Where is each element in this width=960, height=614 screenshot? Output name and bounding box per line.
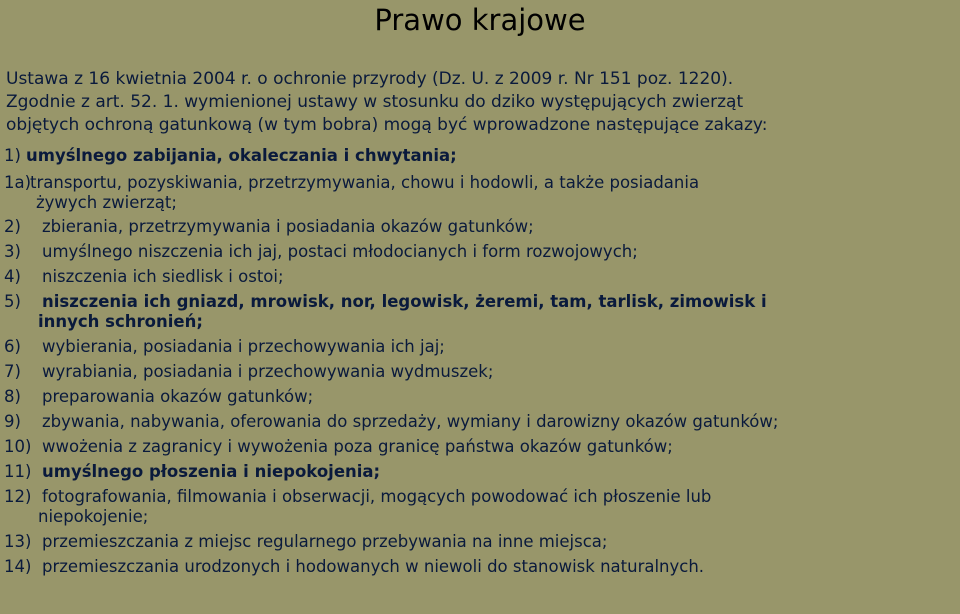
list-item-text: transportu, pozyskiwania, przetrzymywania, chowu i hodowli, a także posiadania [30, 173, 700, 192]
list-item-text: umyślnego płoszenia i niepokojenia; [42, 462, 381, 481]
list-item-number: 5) [4, 292, 21, 311]
list-item-14 [4, 556, 958, 577]
list-item-number: 9) [4, 412, 21, 431]
list-item-6 [4, 336, 958, 357]
list-item-number: 8) [4, 387, 21, 406]
list-item-4 [4, 266, 958, 287]
list-item-text: wwożenia z zagranicy i wywożenia poza granicę państwa okazów gatunków; [42, 437, 673, 456]
list-item-text: wyrabiania, posiadania i przechowywania wydmuszek; [42, 362, 494, 381]
list-item-number: 1) [4, 146, 21, 165]
list-item-12 [4, 486, 958, 527]
list-item-5 [4, 291, 958, 332]
list-item-text: umyślnego niszczenia ich jaj, postaci młodocianych i form rozwojowych; [42, 242, 638, 261]
list-item-number: 6) [4, 337, 21, 356]
list-item-continuation: żywych zwierząt; [36, 193, 177, 212]
list-item-number: 12) [4, 487, 32, 506]
list-item-number: 13) [4, 532, 32, 551]
list-item-2 [4, 216, 958, 237]
list-item-continuation: innych schronień; [38, 312, 203, 331]
list-item-text: zbywania, nabywania, oferowania do sprzedaży, wymiany i darowizny okazów gatunków; [42, 412, 779, 431]
intro-line-3: objętych ochroną gatunkową (w tym bobra) mogą być wprowadzone następujące zakazy: [6, 115, 768, 135]
list-item-number: 7) [4, 362, 21, 381]
list-item-number: 10) [4, 437, 32, 456]
intro-line-2: Zgodnie z art. 52. 1. wymienionej ustawy w stosunku do dziko występujących zwierząt [6, 92, 744, 112]
intro-line-1: Ustawa z 16 kwietnia 2004 r. o ochronie przyrody (Dz. U. z 2009 r. Nr 151 poz. 1220). [6, 69, 734, 89]
list-item-text: zbierania, przetrzymywania i posiadania okazów gatunków; [42, 217, 534, 236]
list-item-text: przemieszczania urodzonych i hodowanych w niewoli do stanowisk naturalnych. [42, 557, 705, 576]
list-item-9 [4, 411, 958, 432]
list-item-10 [4, 436, 958, 457]
list-item-number: 4) [4, 267, 21, 286]
list-item-3 [4, 241, 958, 262]
list-item-continuation: niepokojenie; [38, 507, 149, 526]
list-item-number: 3) [4, 242, 21, 261]
list-item-1 [4, 145, 958, 166]
list-item-7 [4, 361, 958, 382]
prohibitions-list [4, 145, 958, 577]
list-item-text: przemieszczania z miejsc regularnego przebywania na inne miejsca; [42, 532, 608, 551]
list-item-11 [4, 461, 958, 482]
list-item-number: 1a) [4, 173, 32, 192]
list-item-number: 14) [4, 557, 32, 576]
list-item-text: preparowania okazów gatunków; [42, 387, 314, 406]
list-item-13 [4, 531, 958, 552]
list-item-text: umyślnego zabijania, okaleczania i chwytania; [26, 146, 457, 165]
page-title: Prawo krajowe [374, 3, 586, 37]
list-item-text: niszczenia ich gniazd, mrowisk, nor, legowisk, żeremi, tam, tarlisk, zimowisk i [42, 292, 767, 311]
list-item-8 [4, 386, 958, 407]
intro-paragraph [6, 68, 958, 137]
list-item-text: fotografowania, filmowania i obserwacji, mogących powodować ich płoszenie lub [42, 487, 712, 506]
list-item-number: 2) [4, 217, 21, 236]
list-item-text: niszczenia ich siedlisk i ostoi; [42, 267, 284, 286]
list-item-1a [4, 172, 958, 213]
list-item-text: wybierania, posiadania i przechowywania ich jaj; [42, 337, 445, 356]
list-item-number: 11) [4, 462, 32, 481]
